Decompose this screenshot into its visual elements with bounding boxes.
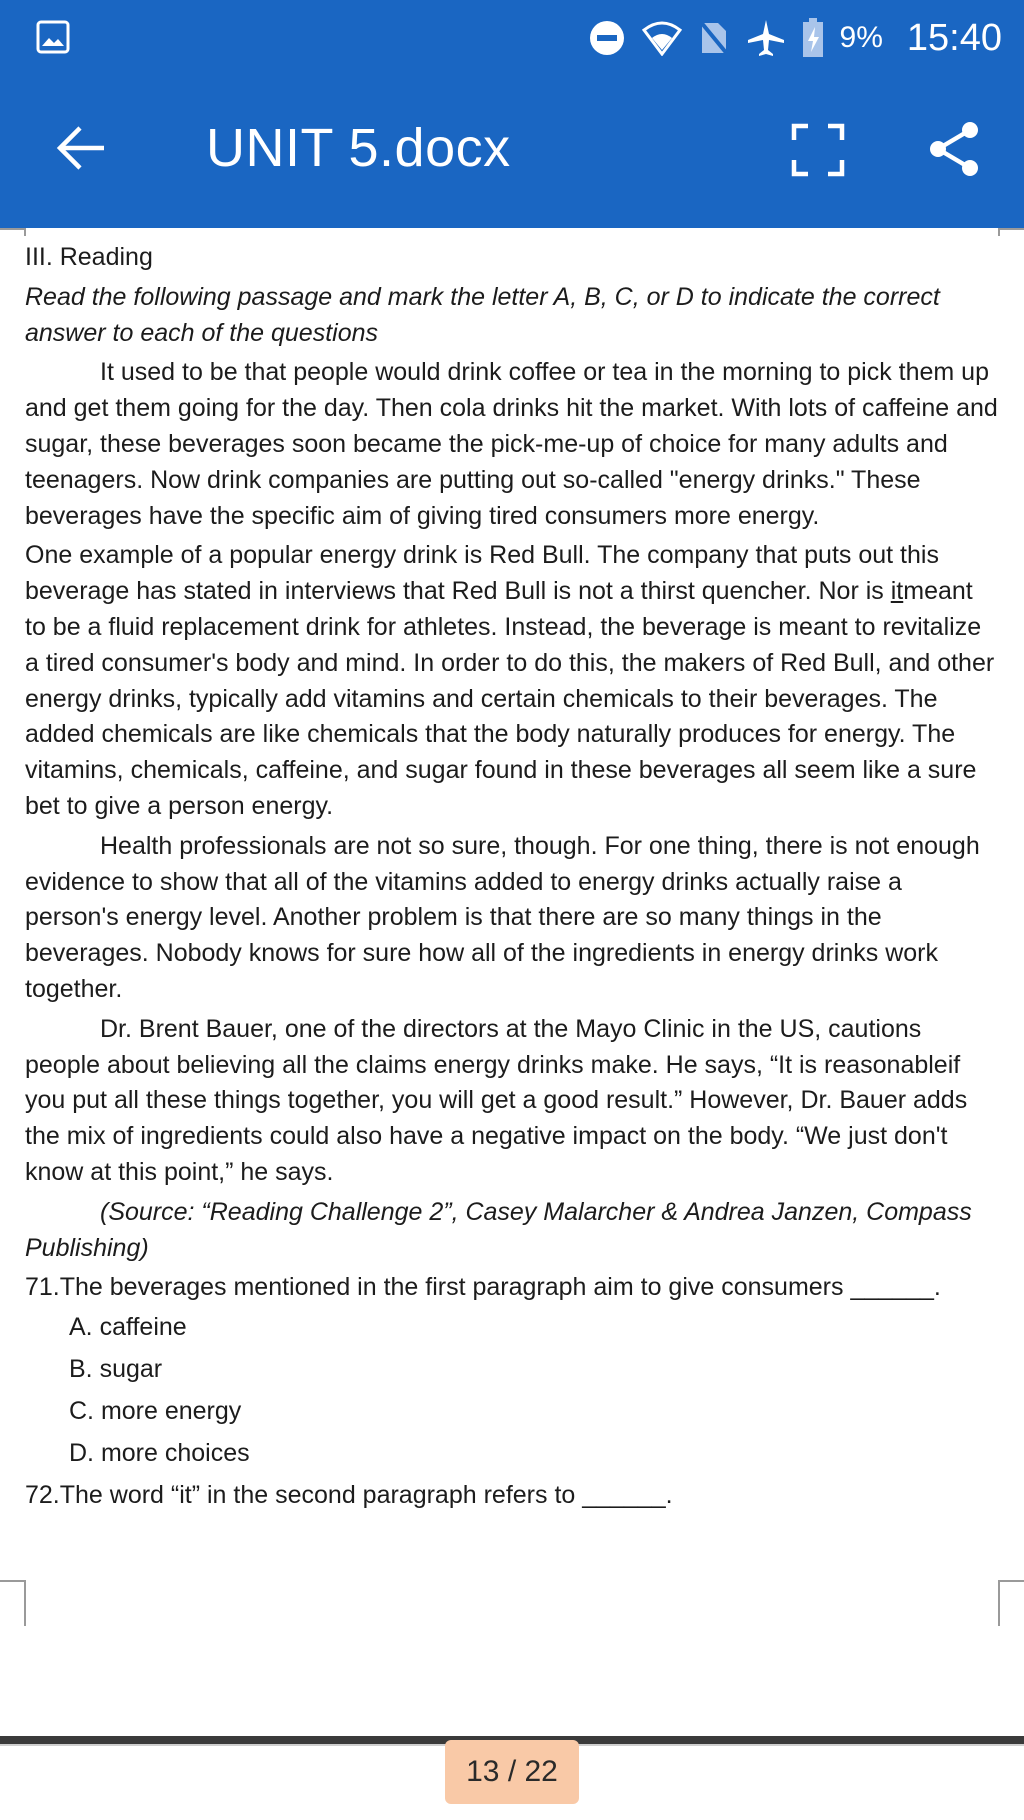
page-corner-top-left bbox=[0, 228, 26, 236]
app-bar bbox=[0, 0, 1024, 228]
do-not-disturb-icon bbox=[588, 19, 626, 57]
instruction-text: Read the following passage and mark the letter A, B, C, or D to indicate the correct answer to each of the questions bbox=[25, 282, 940, 347]
paragraph-4: Dr. Brent Bauer, one of the directors at the Mayo Clinic in the US, cautions people about believing all the claims energy drinks make. He says, “It is reasonableif you put all these things together, you will get a good result.” However, Dr. Bauer adds the mix of ingredients could also have a negative impact on the body. “We just don't know at this point,” he says. bbox=[25, 1014, 968, 1186]
section-heading: III. Reading bbox=[25, 243, 153, 271]
back-arrow-icon[interactable] bbox=[52, 118, 112, 178]
page-corner-bottom-right bbox=[998, 1580, 1024, 1626]
gallery-icon bbox=[36, 20, 70, 54]
paragraph-3: Health professionals are not so sure, though. For one thing, there is not enough evidence to show that all of the vitamins added to energy drinks actually raise a person's energy level. Another problem is that there are so many things in the beverages. Nobody knows for sure how all of the ingredients in energy drinks work together. bbox=[25, 831, 980, 1003]
document-page bbox=[25, 240, 1000, 1514]
question-72: 72.The word “it” in the second paragraph refers to ______. bbox=[25, 1481, 673, 1510]
battery-charging-icon bbox=[802, 18, 824, 58]
source-citation: (Source: “Reading Challenge 2”, Casey Malarcher & Andrea Janzen, Compass Publishing) bbox=[25, 1197, 972, 1262]
paragraph-1: It used to be that people would drink coffee or tea in the morning to pick them up and get them going for the day. Then cola drinks hit the market. With lots of caffeine and sugar, these beverages soon became the pick-me-up of choice for many adults and teenagers. Now drink companies are putting out so-called "energy drinks." These beverages have the specific aim of giving tired consumers more energy. bbox=[25, 358, 998, 530]
fullscreen-icon[interactable] bbox=[790, 122, 846, 178]
document-title: UNIT 5.docx bbox=[206, 118, 511, 178]
clock: 15:40 bbox=[906, 16, 1002, 59]
status-icons bbox=[588, 14, 1002, 62]
paragraph-2-start: One example of a popular energy drink is Red Bull. The company that puts out this beverage has stated in interviews that Red Bull is not a thirst quencher. Nor is bbox=[25, 541, 939, 606]
page-corner-bottom-left bbox=[0, 1580, 26, 1626]
paragraph-2-rest: meant to be a fluid replacement drink for athletes. Instead, the beverage is meant to revitalize a tired consumer's body and mind. In order to do this, the makers of Red Bull, and other energy drinks, typically add vitamins and certain chemicals to their beverages. The added chemicals are like chemicals that the body naturally produces for energy. The vitamins, chemicals, caffeine, and sugar found in these beverages all seem like a sure bet to give a person energy. bbox=[25, 577, 995, 820]
underlined-word-it: it bbox=[890, 577, 904, 606]
option-d: D. more choices bbox=[69, 1439, 250, 1468]
question-71: 71.The beverages mentioned in the first paragraph aim to give consumers ______. bbox=[25, 1273, 941, 1302]
option-c: C. more energy bbox=[69, 1397, 242, 1426]
page-indicator: 13 / 22 bbox=[445, 1740, 579, 1804]
share-icon[interactable] bbox=[924, 118, 984, 180]
toolbar bbox=[0, 90, 1024, 208]
wifi-icon bbox=[642, 20, 682, 56]
status-bar bbox=[0, 0, 1024, 76]
airplane-mode-icon bbox=[746, 18, 786, 58]
option-b: B. sugar bbox=[69, 1355, 163, 1384]
no-sim-icon bbox=[698, 19, 730, 57]
paragraph-2 bbox=[25, 538, 1000, 824]
battery-percent: 9% bbox=[839, 21, 883, 54]
page-corner-top-right bbox=[998, 228, 1024, 236]
option-a: A. caffeine bbox=[69, 1313, 187, 1342]
